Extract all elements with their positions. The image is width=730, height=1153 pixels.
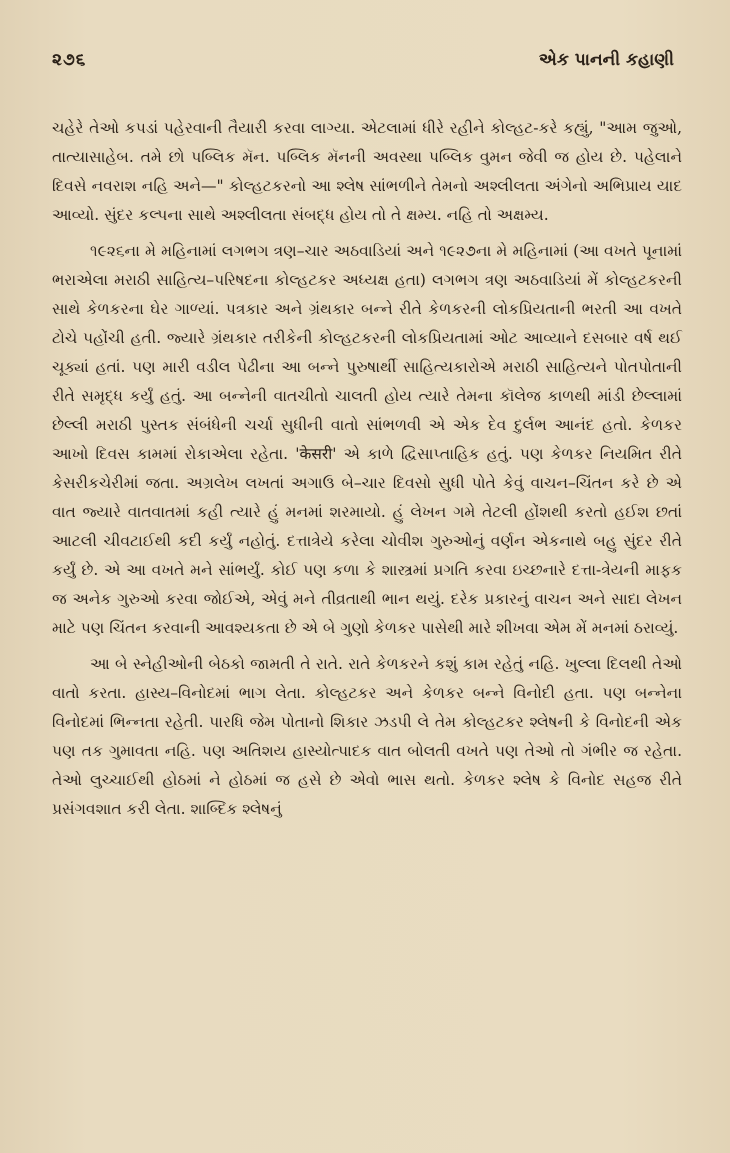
page-number: ૨૭૬ xyxy=(52,50,87,70)
body-text xyxy=(52,114,682,824)
paragraph: ચહેરે તેઓ કપડાં પહેરવાની તૈયારી કરવા લાગ્યા. એટલામાં ધીરે રહીને કોલ્હટ-કરે કહ્યું, "આમ જુઓ, તાત્યાસાહેબ. તમે છો પબ્લિક મૅન. પબ્લિક મૅનની અવસ્થા પબ્લિક વુમન જેવી જ હોય છે. પહેલાને દિવસે નવરાશ નહિ અને—" કોલ્હટકરનો આ શ્લેષ સાંભળીને તેમનો અશ્લીલતા અંગેનો અભિપ્રાય યાદ આવ્યો. સુંદર કલ્પના સાથે અશ્લીલતા સંબદ્ધ હોય તો તે ક્ષમ્ય. નહિ તો અક્ષમ્ય. xyxy=(52,119,682,224)
page-header xyxy=(52,50,682,90)
running-title: એક પાનની કહાણી xyxy=(538,50,674,70)
paragraph: ૧૯૨૬ના મે મહિનામાં લગભગ ત્રણ–ચાર અઠવાડિયાં અને ૧૯૨૭ના મે મહિનામાં (આ વખતે પૂનામાં ભરાએલા મરાઠી સાહિત્ય–પરિષદના કોલ્હટકર અધ્યક્ષ હતા) લગભગ ત્રણ અઠવાડિયાં મેં કોલ્હટકરની સાથે કેળકરના ઘેર ગાળ્યાં. પત્રકાર અને ગ્રંથકાર બન્ને રીતે કેળકરની લોકપ્રિયતાની ભરતી આ વખતે ટોચે પહોંચી હતી. જ્યારે ગ્રંથકાર તરીકેની કોલ્હટકરની લોકપ્રિયતામાં ઓટ આવ્યાને દસબાર વર્ષ થઈ ચૂક્યાં હતાં. પણ મારી વડીલ પેઢીના આ બન્ને પુરુષાર્થી સાહિત્યકારોએ મરાઠી સાહિત્યને પોતપોતાની રીતે સમૃદ્ધ કર્યું હતું. આ બન્નેની વાતચીતો ચાલતી હોય ત્યારે તેમના કૉલેજ કાળથી માંડી છેલ્લામાં છેલ્લી મરાઠી પુસ્તક સંબંધેની ચર્ચા સુધીની વાતો સાંભળવી એ એક દેવ દુર્લભ આનંદ હતો. કેળકર આખો દિવસ કામમાં રોકાએલા રહેતા. 'केसरी' એ કાળે દ્વિસાપ્તાહિક હતું. પણ કેળકર નિયમિત રીતે કેસરીકચેરીમાં જતા. અગ્રલેખ લખતાં અગાઉ બે–ચાર દિવસો સુધી પોતે કેવું વાચન–ચિંતન કરે છે એ વાત જ્યારે વાતવાતમાં કહી ત્યારે હું મનમાં શરમાયો. હું લેખન ગમે તેટલી હોંશથી કરતો હઈશ છતાં આટલી ચીવટાઈથી કદી કર્યું નહોતું. દત્તાત્રેયે કરેલા ચોવીશ ગુરુઓનું વર્ણન એકનાથે બહુ સુંદર રીતે કર્યું છે. એ આ વખતે મને સાંભર્યું. કોઈ પણ કળા કે શાસ્ત્રમાં પ્રગતિ કરવા ઇચ્છનારે દત્તા-ત્રેયની માફક જ અનેક ગુરુઓ કરવા જોઈએ, એવું મને તીવ્રતાથી ભાન થયું. દરેક પ્રકારનું વાચન અને સાદા લેખન માટે પણ ચિંતન કરવાની આવશ્યકતા છે એ બે ગુણો કેળકર પાસેથી મારે શીખવા એમ મેં મનમાં ઠરાવ્યું. xyxy=(52,242,682,637)
paragraph: આ બે સ્નેહીઓની બેઠકો જામતી તે રાતે. રાતે કેળકરને કશું કામ રહેતું નહિ. ખુલ્લા દિલથી તેઓ વાતો કરતા. હાસ્ય–વિનોદમાં ભાગ લેતા. કોલ્હટકર અને કેળકર બન્ને વિનોદી હતા. પણ બન્નેના વિનોદમાં ભિન્નતા રહેતી. પારધિ જેમ પોતાનો શિકાર ઝડપી લે તેમ કોલ્હટકર શ્લેષની કે વિનોદની એક પણ તક ગુમાવતા નહિ. પણ અતિશય હાસ્યોત્પાદક વાત બોલતી વખતે પણ તેઓ તો ગંભીર જ રહેતા. તેઓ લુચ્ચાઈથી હોઠમાં ને હોઠમાં જ હસે છે એવો ભાસ થતો. કેળકર શ્લેષ કે વિનોદ સહજ રીતે પ્રસંગવશાત કરી લેતા. શાબ્દિક શ્લેષનું xyxy=(52,655,682,818)
